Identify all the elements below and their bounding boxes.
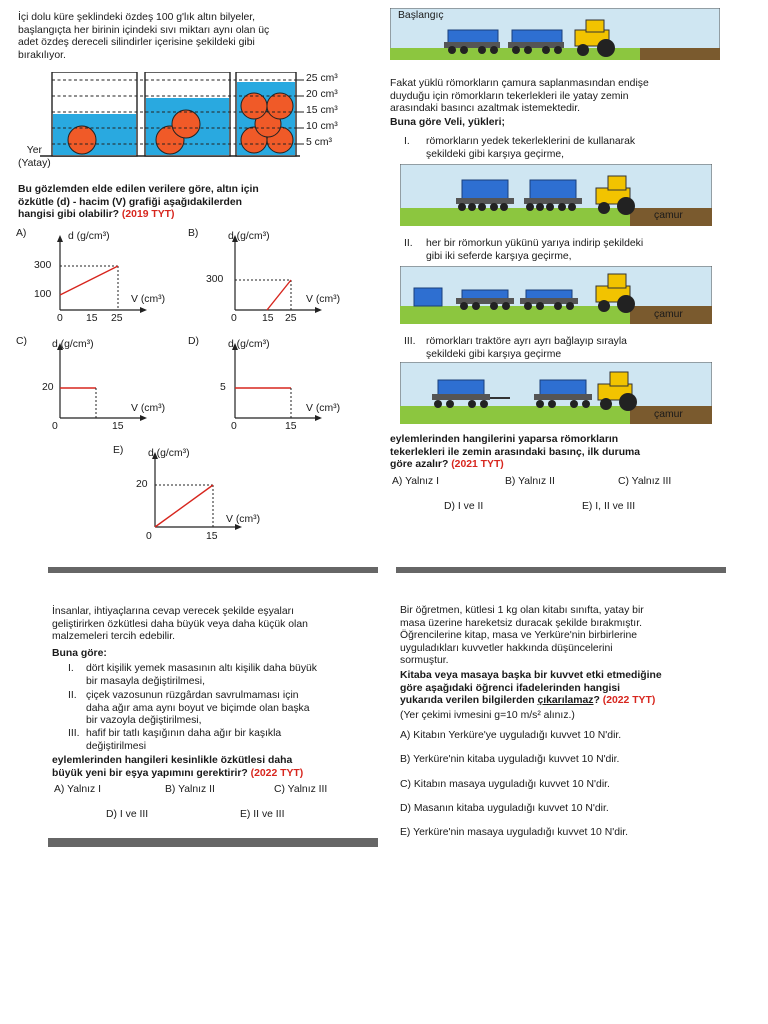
q1-scale-5: 5 cm³: [306, 137, 332, 148]
q3-lead: Buna göre:: [52, 648, 107, 659]
q2-mud-label-1: çamur: [654, 210, 683, 221]
q1-option-e-xtick-15: 15: [206, 531, 218, 542]
q2-answer-c[interactable]: C) Yalnız III: [618, 476, 672, 487]
q1-option-c-xtick-15: 15: [112, 421, 124, 432]
q1-option-e-graph[interactable]: [125, 449, 285, 544]
separator-left-top: [48, 567, 378, 573]
q4-note: (Yer çekimi ivmesini g=10 m/s² alınız.): [400, 710, 575, 721]
q3-item-3-text: hafif bir tatlı kaşığının daha ağır bir kaşıkla değiştirilmesi: [86, 728, 282, 752]
q4-question-underlined: çıkarılamaz: [537, 695, 594, 707]
q4-answer-e[interactable]: E) Yerküre'nin masaya uyguladığı kuvvet 10 N'dir.: [400, 827, 629, 838]
q2-start-label: Başlangıç: [398, 10, 444, 21]
q4-question: Kitaba veya masaya başka bir kuvvet etki etmediğine göre aşağıdaki öğrenci ifadelerinden hangisi yukarıda verilen bilgilerden çıkarılamaz? (2022 TYT): [400, 670, 662, 707]
q2-answer-e[interactable]: E) I, II ve III: [582, 501, 636, 512]
q4-intro: Bir öğretmen, kütlesi 1 kg olan kitabı sınıfta, yatay bir masa üzerine hareketsiz duracak şekilde bırakmıştır. Öğrencilerine kitap, masa ve Yerküre'nin birbirlerine uyguladıkları kuvvetler hakkında düşüncelerini sormuştur.: [400, 605, 644, 667]
q2-mud-label-2: çamur: [654, 309, 683, 320]
q1-option-b-ytick-300: 300: [206, 274, 224, 285]
q1-option-a-letter[interactable]: A): [16, 228, 27, 239]
q2-item-2-num: II.: [404, 238, 413, 249]
q3-item-2-num: II.: [68, 690, 77, 701]
q1-option-c-xlabel: V (cm³): [131, 403, 166, 414]
q2-question: eylemlerinden hangilerini yaparsa römorkların tekerlekleri ile zemin arasındaki basınç, ilk duruma göre azalır? (2021 TYT): [390, 434, 641, 471]
q1-option-d-xlabel: V (cm³): [306, 403, 341, 414]
q4-answer-b[interactable]: B) Yerküre'nin kitaba uyguladığı kuvvet 10 N'dir.: [400, 754, 620, 765]
q3-answer-a[interactable]: A) Yalnız I: [54, 784, 101, 795]
q1-option-c-xtick-0: 0: [52, 421, 58, 432]
q2-item-3-text: römorkları traktöre ayrı ayrı bağlayıp sırayla şekildeki gibi karşıya geçirme: [426, 336, 627, 360]
q1-option-b-xtick-15: 15: [262, 313, 274, 324]
q1-scale-25: 25 cm³: [306, 73, 338, 84]
q1-option-b-letter[interactable]: B): [188, 228, 199, 239]
q1-option-e-ylabel: d (g/cm³): [148, 448, 190, 459]
q2-item-1-num: I.: [404, 136, 410, 147]
q2-item-2-text: her bir römorkun yükünü yarıya indirip şekildeki gibi iki seferde karşıya geçirme,: [426, 238, 644, 262]
q1-option-a-ylabel: d (g/cm³): [68, 231, 110, 242]
q1-option-a-ytick-300: 300: [34, 260, 52, 271]
q1-option-e-xlabel: V (cm³): [226, 514, 261, 525]
q4-year-tag: (2022 TYT): [602, 695, 656, 707]
q3-answer-d[interactable]: D) I ve III: [106, 809, 149, 820]
q1-scale-20: 20 cm³: [306, 89, 338, 100]
q1-scale-10: 10 cm³: [306, 121, 338, 132]
q2-mud-label-3: çamur: [654, 409, 683, 420]
q1-intro: İçi dolu küre şeklindeki özdeş 100 g'lık altın bilyeler, başlangıçta her birinin içindeki sıvı miktarı aynı olan üç adet özdeş dereceli silindirler içerisine şekildeki gibi bırakılıyor.: [18, 12, 270, 61]
q4-answer-d[interactable]: D) Masanın kitaba uyguladığı kuvvet 10 N'dir.: [400, 803, 609, 814]
q1-option-b-xtick-25: 25: [285, 313, 297, 324]
q1-option-a-graph[interactable]: [30, 232, 180, 327]
q3-answer-b[interactable]: B) Yalnız II: [165, 784, 215, 795]
q1-cylinder-3: [236, 72, 296, 156]
q1-option-c-ytick-20: 20: [42, 382, 54, 393]
q3-item-1-num: I.: [68, 663, 74, 674]
q1-option-e-ytick-20: 20: [136, 479, 148, 490]
q1-option-a-xtick-25: 25: [111, 313, 123, 324]
q1-year-tag: (2019 TYT): [121, 209, 175, 221]
separator-left-bottom: [48, 838, 378, 847]
q1-option-e-letter[interactable]: E): [113, 445, 124, 456]
q2-lead: Buna göre Veli, yükleri;: [390, 117, 505, 128]
q3-answer-c[interactable]: C) Yalnız III: [274, 784, 328, 795]
q1-option-a-ytick-100: 100: [34, 289, 52, 300]
q3-item-3-num: III.: [68, 728, 80, 739]
q2-answer-d[interactable]: D) I ve II: [444, 501, 484, 512]
q1-option-d-graph[interactable]: [205, 340, 355, 435]
q1-option-b-xlabel: V (cm³): [306, 294, 341, 305]
q4-answer-a[interactable]: A) Kitabın Yerküre'ye uyguladığı kuvvet 10 N'dir.: [400, 730, 622, 741]
q4-answer-c[interactable]: C) Kitabın masaya uyguladığı kuvvet 10 N'dir.: [400, 779, 610, 790]
q1-option-b-graph[interactable]: [205, 232, 355, 327]
q3-item-2-text: çiçek vazosunun rüzgârdan savrulmaması için daha ağır ama aynı boyut ve biçimde olan başka bir vazoyla değiştirilmesi,: [86, 690, 310, 727]
q1-option-d-ytick-5: 5: [220, 382, 226, 393]
q1-option-d-ylabel: d (g/cm³): [228, 339, 270, 350]
q1-option-e-xtick-0: 0: [146, 531, 152, 542]
q3-year-tag: (2022 TYT): [250, 767, 304, 779]
q1-cylinder-1: [52, 72, 137, 156]
q2-year-tag: (2021 TYT): [451, 459, 504, 471]
q2-intro: Fakat yüklü römorkların çamura saplanmasından endişe duyduğu için römorkların tekerlekleri ile yatay zemin arasındaki basıncı azaltmak istemektedir.: [390, 78, 649, 115]
q2-answer-a[interactable]: A) Yalnız I: [392, 476, 439, 487]
q3-item-1-text: dört kişilik yemek masasının altı kişilik daha büyük bir masayla değiştirilmesi,: [86, 663, 317, 687]
q1-cylinder-2: [145, 72, 230, 156]
q2-item-1-text: römorkların yedek tekerleklerini de kullanarak şekildeki gibi karşıya geçirme,: [426, 136, 636, 160]
q1-question: Bu gözlemden elde edilen verilere göre, altın için özkütle (d) - hacim (V) grafiği aşağıdakilerden hangisi gibi olabilir? (2019 TYT): [18, 184, 259, 221]
q3-intro: İnsanlar, ihtiyaçlarına cevap verecek şekilde eşyaları geliştirirken özkütlesi daha büyük veya daha küçük olan malzemeleri tercih edebilir.: [52, 606, 308, 643]
q1-option-a-xlabel: V (cm³): [131, 294, 166, 305]
q1-option-b-ylabel: d (g/cm³): [228, 231, 270, 242]
q1-option-c-letter[interactable]: C): [16, 336, 27, 347]
q1-ground-label: Yer (Yatay): [18, 145, 51, 169]
q3-question: eylemlerinden hangileri kesinlikle özkütlesi daha büyük yeni bir eşya yapımını gerektirir? (2022 TYT): [52, 755, 304, 779]
q1-option-c-ylabel: d (g/cm³): [52, 339, 94, 350]
q3-answer-e[interactable]: E) II ve III: [240, 809, 285, 820]
q1-option-a-xtick-15: 15: [86, 313, 98, 324]
q2-answer-b[interactable]: B) Yalnız II: [505, 476, 555, 487]
separator-right-top: [396, 567, 726, 573]
q1-option-b-xtick-0: 0: [231, 313, 237, 324]
q1-option-d-xtick-0: 0: [231, 421, 237, 432]
q2-item-3-num: III.: [404, 336, 416, 347]
q1-option-d-xtick-15: 15: [285, 421, 297, 432]
q1-option-a-xtick-0: 0: [57, 313, 63, 324]
q1-option-d-letter[interactable]: D): [188, 336, 199, 347]
q1-scale-15: 15 cm³: [306, 105, 338, 116]
